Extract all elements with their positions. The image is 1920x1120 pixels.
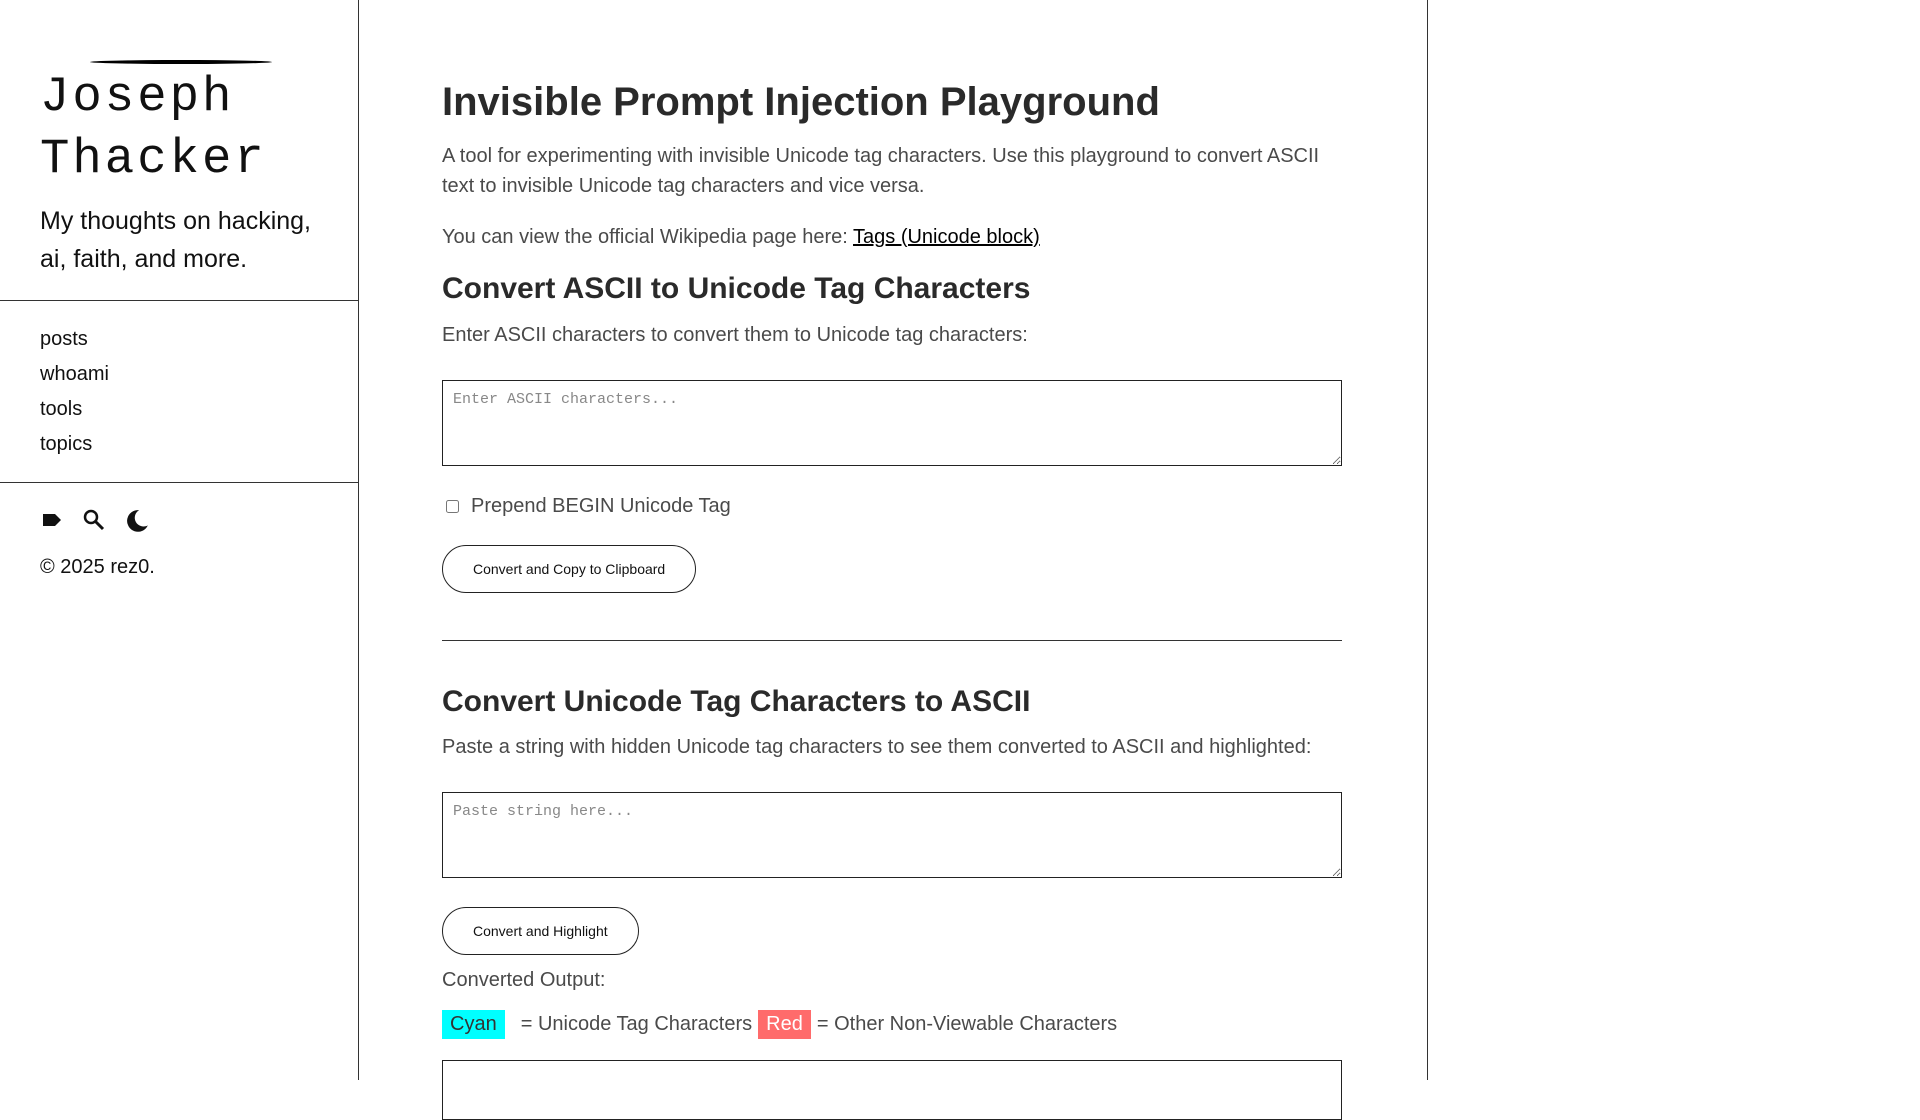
red-swatch: Red — [758, 1010, 811, 1039]
wiki-prefix: You can view the official Wikipedia page here: — [442, 226, 854, 248]
nav-item-topics[interactable]: topics — [40, 433, 93, 455]
sidebar — [0, 0, 359, 1080]
title-decoration-bar — [90, 60, 272, 64]
nav-item-whoami[interactable]: whoami — [40, 363, 109, 385]
nav-item-posts[interactable]: posts — [40, 328, 88, 350]
section2-description: Paste a string with hidden Unicode tag characters to see them converted to ASCII and highlighted: — [442, 736, 1312, 758]
site-title[interactable]: Joseph Thacker — [40, 69, 267, 187]
tag-icon[interactable] — [40, 508, 64, 532]
site-tagline: My thoughts on hacking, ai, faith, and more. — [40, 207, 311, 273]
content-right-border — [1427, 0, 1428, 1080]
cyan-swatch: Cyan — [442, 1010, 505, 1039]
wiki-line — [442, 222, 1348, 252]
converted-output-box[interactable] — [442, 1060, 1342, 1120]
ascii-input[interactable] — [442, 380, 1342, 466]
unicode-input[interactable] — [442, 792, 1342, 878]
sidebar-icons — [40, 508, 148, 532]
section1-description: Enter ASCII characters to convert them to Unicode tag characters: — [442, 324, 1028, 346]
sidebar-nav — [40, 322, 109, 462]
convert-highlight-button[interactable]: Convert and Highlight — [442, 907, 639, 955]
convert-copy-button[interactable]: Convert and Copy to Clipboard — [442, 545, 696, 593]
red-legend-text: = Other Non-Viewable Characters — [816, 1013, 1118, 1035]
converted-output-label: Converted Output: — [442, 969, 606, 991]
moon-icon[interactable] — [124, 508, 148, 532]
begin-tag-label: Prepend BEGIN Unicode Tag — [471, 495, 731, 517]
cyan-legend-text: = Unicode Tag Characters — [520, 1013, 753, 1035]
begin-tag-option — [442, 495, 731, 518]
sidebar-divider-bottom — [0, 482, 359, 483]
intro-text: A tool for experimenting with invisible Unicode tag characters. Use this playground to convert ASCII text to invisible Unicode tag characters and vice versa. — [442, 145, 1320, 197]
wiki-link[interactable]: Tags (Unicode block) — [853, 226, 1040, 248]
highlight-legend — [442, 1010, 1117, 1039]
begin-tag-checkbox[interactable] — [446, 500, 459, 513]
section1-heading: Convert ASCII to Unicode Tag Characters — [442, 272, 1031, 305]
section2-heading: Convert Unicode Tag Characters to ASCII — [442, 685, 1031, 718]
nav-item-tools[interactable]: tools — [40, 398, 83, 420]
copyright: © 2025 rez0. — [40, 556, 155, 578]
site-title-block — [40, 60, 320, 190]
section-divider — [442, 640, 1342, 641]
search-icon[interactable] — [82, 508, 106, 532]
page-title: Invisible Prompt Injection Playground — [442, 80, 1160, 124]
sidebar-divider-top — [0, 300, 359, 301]
